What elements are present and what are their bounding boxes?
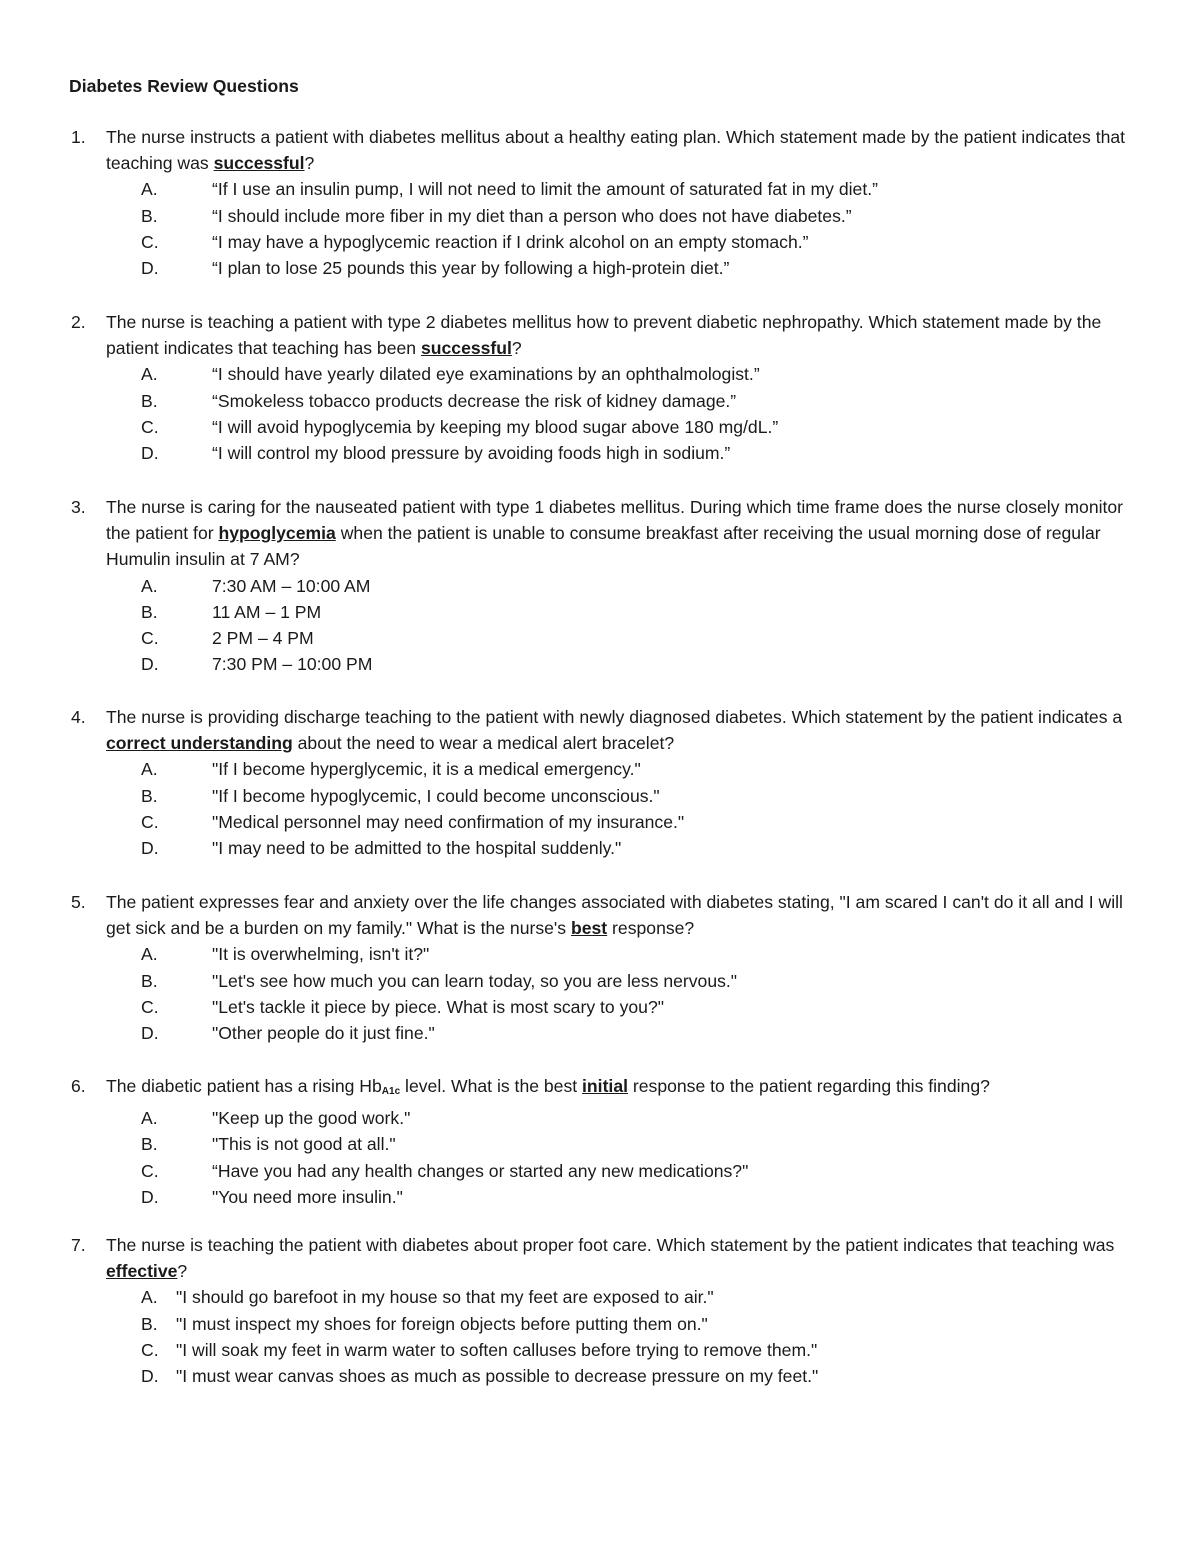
- question-number: 2.: [71, 312, 86, 332]
- stem-emphasis: correct understanding: [106, 733, 293, 754]
- option-text: "Let's tackle it piece by piece. What is most scary to you?": [212, 996, 664, 1017]
- option-text: "Other people do it just fine.": [212, 1022, 435, 1043]
- option-list: [0, 1284, 1200, 1389]
- option-text: "If I become hypoglycemic, I could become unconscious.": [212, 785, 660, 806]
- option-letter: A.: [141, 179, 158, 200]
- option-text: “I should include more fiber in my diet than a person who does not have diabetes.”: [212, 205, 852, 226]
- stem-text: The nurse is teaching a patient with type 2 diabetes mellitus how to prevent diabetic nephropathy. Which statement made by the patient indicates that teaching has been: [106, 312, 1102, 359]
- option-letter: D.: [141, 442, 159, 463]
- option-b: [0, 388, 1200, 414]
- option-letter: C.: [141, 627, 159, 648]
- question-stem: [0, 494, 1126, 573]
- stem-text: The patient expresses fear and anxiety over the life changes associated with diabetes stating, "I am scared I can't do it all and I will get sick and be a burden on my family." What is the nurse's: [106, 892, 1123, 939]
- option-letter: D.: [141, 1022, 159, 1043]
- option-text: "I must inspect my shoes for foreign objects before putting them on.": [176, 1313, 708, 1334]
- option-list: [0, 756, 1200, 861]
- option-text: 7:30 AM – 10:00 AM: [212, 575, 371, 596]
- option-text: “I will control my blood pressure by avoiding foods high in sodium.”: [212, 442, 731, 463]
- option-text: "If I become hyperglycemic, it is a medical emergency.": [212, 759, 641, 780]
- option-letter: D.: [141, 257, 159, 278]
- option-letter: A.: [141, 575, 158, 596]
- question-number: 7.: [71, 1235, 86, 1255]
- option-a: [0, 176, 1200, 202]
- option-list: [0, 176, 1200, 281]
- option-d: [0, 835, 1200, 861]
- option-b: [0, 968, 1200, 994]
- option-letter: A.: [141, 944, 158, 965]
- question-number: 1.: [71, 127, 86, 147]
- option-d: [0, 1184, 1200, 1210]
- option-text: “Have you had any health changes or started any new medications?": [212, 1160, 749, 1181]
- question-7: [0, 1232, 1200, 1389]
- option-letter: B.: [141, 601, 158, 622]
- question-2: [0, 309, 1200, 466]
- stem-emphasis: effective: [106, 1261, 178, 1282]
- option-d: [0, 1363, 1200, 1389]
- stem-text-end: ?: [304, 153, 315, 174]
- question-number: 4.: [71, 707, 86, 727]
- option-b: [0, 599, 1200, 625]
- option-text: 2 PM – 4 PM: [212, 627, 314, 648]
- option-a: [0, 1105, 1200, 1131]
- question-stem: [0, 1232, 1126, 1284]
- hba1c-subscript: A1c: [381, 1086, 401, 1097]
- option-d: [0, 1020, 1200, 1046]
- option-text: "Keep up the good work.": [212, 1108, 411, 1129]
- option-letter: A.: [141, 364, 158, 385]
- stem-emphasis: successful: [420, 338, 512, 359]
- option-text: “I will avoid hypoglycemia by keeping my blood sugar above 180 mg/dL.”: [212, 416, 779, 437]
- option-text: "Let's see how much you can learn today, so you are less nervous.": [212, 970, 738, 991]
- option-letter: C.: [141, 1160, 159, 1181]
- question-3: [0, 494, 1200, 677]
- stem-emphasis: successful: [213, 153, 305, 174]
- option-a: [0, 361, 1200, 387]
- stem-text-end: response to the patient regarding this finding?: [628, 1076, 990, 1096]
- document-title: Diabetes Review Questions: [69, 76, 299, 96]
- question-6: [0, 1073, 1200, 1210]
- option-c: [0, 414, 1200, 440]
- option-text: “Smokeless tobacco products decrease the risk of kidney damage.”: [212, 390, 737, 411]
- option-letter: B.: [141, 1134, 158, 1155]
- stem-text: The nurse is providing discharge teaching to the patient with newly diagnosed diabetes. Which statement by the patient indicates a: [106, 707, 1123, 727]
- option-c: [0, 1337, 1200, 1363]
- stem-emphasis: hypoglycemia: [218, 523, 336, 544]
- option-letter: C.: [141, 231, 159, 252]
- question-stem: [0, 124, 1126, 176]
- question-1: [0, 124, 1200, 281]
- stem-text: The nurse is teaching the patient with diabetes about proper foot care. Which statement by the patient indicates that teaching was: [106, 1235, 1115, 1255]
- option-c: [0, 994, 1200, 1020]
- option-a: [0, 756, 1200, 782]
- option-text: "It is overwhelming, isn't it?": [212, 944, 430, 965]
- option-letter: D.: [141, 1186, 159, 1207]
- option-letter: C.: [141, 811, 159, 832]
- option-list: [0, 573, 1200, 678]
- option-c: [0, 229, 1200, 255]
- option-letter: C.: [141, 996, 159, 1017]
- question-stem: [0, 889, 1126, 941]
- option-letter: B.: [141, 785, 158, 806]
- option-d: [0, 255, 1200, 281]
- option-list: [0, 361, 1200, 466]
- option-text: "I may need to be admitted to the hospital suddenly.": [212, 837, 622, 858]
- option-text: “If I use an insulin pump, I will not need to limit the amount of saturated fat in my diet.”: [212, 179, 878, 200]
- stem-text-end: when the patient is unable to consume breakfast after receiving the usual morning dose of regular Humulin insulin at 7 AM?: [106, 523, 1101, 570]
- option-text: 7:30 PM – 10:00 PM: [212, 654, 373, 675]
- option-a: [0, 941, 1200, 967]
- option-letter: D.: [141, 837, 159, 858]
- option-text: "This is not good at all.": [212, 1134, 396, 1155]
- option-letter: B.: [141, 205, 158, 226]
- option-text: “I may have a hypoglycemic reaction if I drink alcohol on an empty stomach.”: [212, 231, 809, 252]
- option-text: 11 AM – 1 PM: [212, 601, 322, 622]
- question-stem: [0, 704, 1126, 756]
- option-letter: B.: [141, 390, 158, 411]
- option-d: [0, 440, 1200, 466]
- option-letter: B.: [141, 970, 158, 991]
- option-letter: B.: [141, 1313, 158, 1334]
- stem-text-mid: level. What is the best: [400, 1076, 583, 1096]
- stem-emphasis: best: [570, 918, 608, 939]
- option-text: "I will soak my feet in warm water to soften calluses before trying to remove them.": [176, 1339, 818, 1360]
- option-text: "You need more insulin.": [212, 1186, 403, 1207]
- option-a: [0, 1284, 1200, 1310]
- option-b: [0, 1311, 1200, 1337]
- question-number: 6.: [71, 1076, 86, 1096]
- option-letter: D.: [141, 1365, 159, 1386]
- stem-text: The diabetic patient has a rising Hb: [106, 1076, 382, 1096]
- option-text: "Medical personnel may need confirmation of my insurance.": [212, 811, 685, 832]
- stem-text: The nurse is caring for the nauseated patient with type 1 diabetes mellitus. During which time frame does the nurse closely monitor the patient for: [106, 497, 1124, 544]
- option-c: [0, 809, 1200, 835]
- option-b: [0, 783, 1200, 809]
- option-b: [0, 203, 1200, 229]
- option-letter: C.: [141, 1339, 159, 1360]
- stem-text: The nurse instructs a patient with diabetes mellitus about a healthy eating plan. Which statement made by the patient indicates that teaching was: [106, 127, 1126, 174]
- question-4: [0, 704, 1200, 861]
- option-text: “I should have yearly dilated eye examinations by an ophthalmologist.”: [212, 364, 760, 385]
- option-c: [0, 1158, 1200, 1184]
- option-letter: C.: [141, 416, 159, 437]
- question-stem: [0, 309, 1126, 361]
- option-list: [0, 1105, 1200, 1210]
- stem-text-end: ?: [511, 338, 522, 359]
- option-letter: A.: [141, 1287, 158, 1308]
- option-text: "I should go barefoot in my house so that my feet are exposed to air.": [176, 1287, 714, 1308]
- option-letter: A.: [141, 1108, 158, 1129]
- option-list: [0, 941, 1200, 1046]
- question-number: 3.: [71, 497, 86, 517]
- stem-emphasis: initial: [582, 1076, 628, 1096]
- option-b: [0, 1131, 1200, 1157]
- option-letter: A.: [141, 759, 158, 780]
- question-stem: [0, 1073, 1126, 1105]
- option-c: [0, 625, 1200, 651]
- option-a: [0, 573, 1200, 599]
- question-5: [0, 889, 1200, 1046]
- option-text: "I must wear canvas shoes as much as possible to decrease pressure on my feet.": [176, 1365, 819, 1386]
- stem-text-end: about the need to wear a medical alert bracelet?: [292, 733, 675, 754]
- option-d: [0, 651, 1200, 677]
- stem-text-end: ?: [177, 1261, 188, 1282]
- stem-text-end: response?: [607, 918, 695, 939]
- option-text: “I plan to lose 25 pounds this year by following a high-protein diet.”: [212, 257, 730, 278]
- question-number: 5.: [71, 892, 86, 912]
- option-letter: D.: [141, 654, 159, 675]
